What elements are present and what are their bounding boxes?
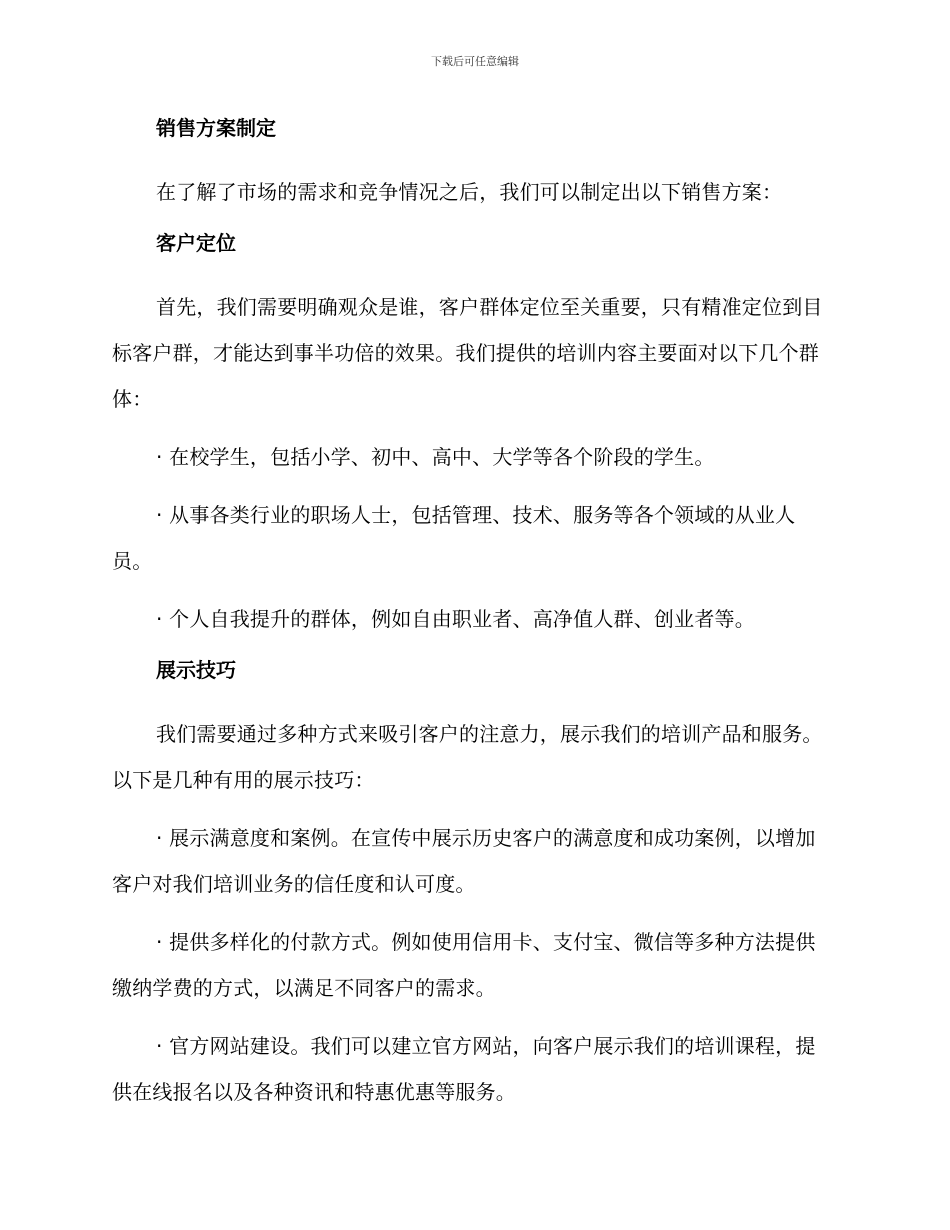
display-skills-heading: 展示技巧 [156, 658, 236, 682]
customer-bullet-students: · 在校学生，包括小学、初中、高中、大学等各个阶段的学生。 [156, 445, 715, 469]
customer-bullet-self-improvement: · 个人自我提升的群体，例如自由职业者、高净值人群、创业者等。 [156, 607, 755, 631]
customer-paragraph: 首先，我们需要明确观众是谁，客户群体定位至关重要，只有精准定位到目标客户群，才能达到事半功倍的效果。我们提供的培训内容主要面对以下几个群体： [112, 295, 823, 411]
document-body [112, 112, 834, 1115]
intro-paragraph: 在了解了市场的需求和竞争情况之后，我们可以制定出以下销售方案： [156, 180, 783, 204]
display-bullet-satisfaction: · 展示满意度和案例。在宣传中展示历史客户的满意度和成功案例，以增加客户对我们培训业务的信任度和认可度。 [112, 826, 816, 896]
section-title: 销售方案制定 [156, 116, 276, 140]
display-bullet-website: · 官方网站建设。我们可以建立官方网站，向客户展示我们的培训课程，提供在线报名以及各种资讯和特惠优惠等服务。 [112, 1034, 816, 1104]
display-paragraph: 我们需要通过多种方式来吸引客户的注意力，展示我们的培训产品和服务。以下是几种有用的展示技巧： [112, 722, 823, 792]
customer-bullet-professionals: · 从事各类行业的职场人士，包括管理、技术、服务等各个领域的从业人员。 [112, 503, 796, 573]
display-bullet-payment: · 提供多样化的付款方式。例如使用信用卡、支付宝、微信等多种方法提供缴纳学费的方式，以满足不同客户的需求。 [112, 930, 816, 1000]
page-header: 下载后可任意编辑 [431, 55, 519, 68]
customer-positioning-heading: 客户定位 [156, 231, 236, 255]
